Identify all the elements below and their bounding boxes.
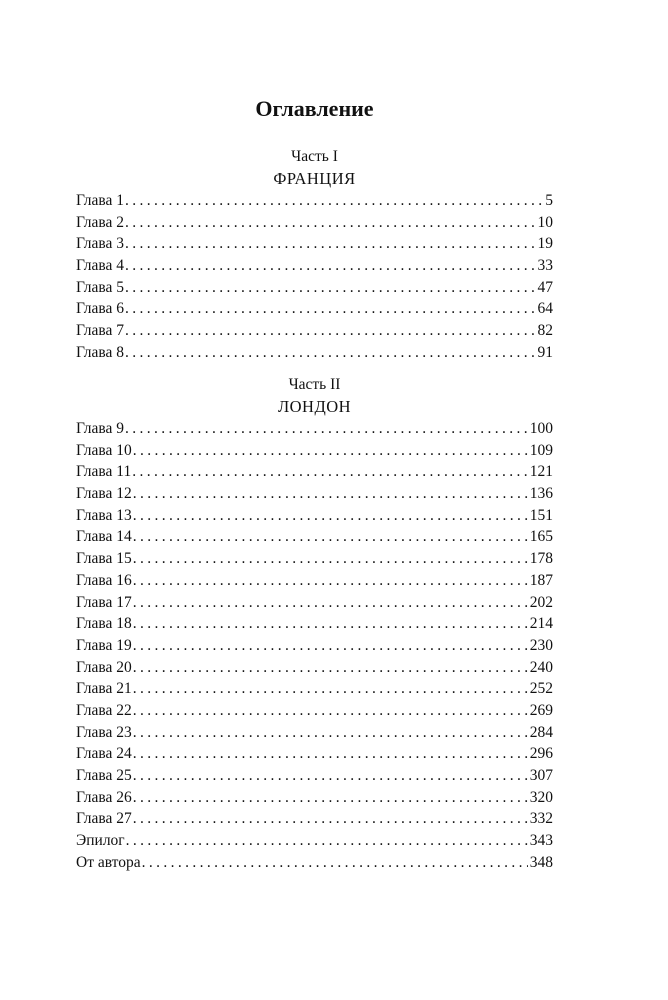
dot-leader	[125, 298, 535, 320]
toc-entry-label: Глава 12	[76, 485, 132, 503]
dot-leader	[125, 277, 535, 299]
toc-entry[interactable]	[76, 298, 553, 320]
toc-entry-label: Глава 13	[76, 506, 132, 524]
toc-entry[interactable]	[76, 613, 553, 635]
toc-entry-label: Глава 21	[76, 680, 132, 698]
toc-entry-label: Глава 26	[76, 788, 132, 806]
toc-entry-page-number: 348	[529, 853, 553, 871]
dot-leader	[132, 461, 528, 483]
toc-entry-label: Глава 23	[76, 723, 132, 741]
toc-entry-page-number: 252	[529, 680, 553, 698]
toc-entry[interactable]	[76, 526, 553, 548]
part-heading: Часть I	[291, 148, 338, 165]
toc-entry-label: Глава 24	[76, 745, 132, 763]
dot-leader	[126, 830, 528, 852]
dot-leader	[133, 570, 528, 592]
toc-entry-label: Глава 15	[76, 550, 132, 568]
toc-entry-label: Глава 3	[76, 235, 125, 253]
toc-entry-page-number: 100	[529, 420, 553, 437]
toc-entry[interactable]	[76, 570, 553, 592]
dot-leader	[133, 765, 528, 787]
dot-leader	[125, 212, 535, 234]
toc-entry[interactable]	[76, 592, 553, 614]
toc-entry[interactable]	[76, 418, 553, 440]
toc-entry-page-number: 178	[529, 550, 553, 568]
dot-leader	[133, 678, 528, 700]
toc-entry[interactable]	[76, 461, 553, 483]
toc-entry-page-number: 136	[529, 485, 553, 503]
toc-entry-page-number: 151	[529, 506, 553, 524]
dot-leader	[133, 505, 528, 527]
dot-leader	[125, 320, 535, 342]
dot-leader	[142, 852, 528, 874]
dot-leader	[125, 342, 535, 364]
dot-leader	[133, 526, 528, 548]
toc-entry-page-number: 320	[529, 788, 553, 806]
toc-entry-label: Глава 20	[76, 658, 132, 676]
toc-entry-page-number: 214	[529, 615, 553, 633]
toc-part-2	[76, 374, 553, 873]
toc-entry-label: Глава 18	[76, 615, 132, 633]
dot-leader	[133, 722, 528, 744]
toc-entry-page-number: 230	[529, 636, 553, 654]
toc-entry[interactable]	[76, 678, 553, 700]
toc-entry-label: Глава 10	[76, 441, 132, 459]
toc-entry-page-number: 240	[529, 658, 553, 676]
toc-entry[interactable]	[76, 277, 553, 299]
toc-entry[interactable]	[76, 440, 553, 462]
toc-entry-label: Глава 4	[76, 257, 125, 275]
toc-entry-label: Глава 6	[76, 300, 125, 318]
toc-entry-list	[76, 190, 553, 364]
toc-entry[interactable]	[76, 548, 553, 570]
toc-entry-page-number: 5	[545, 192, 553, 209]
toc-entry[interactable]	[76, 743, 553, 765]
toc-entry-label: Глава 1	[76, 192, 125, 209]
toc-entry-label: Эпилог	[76, 832, 125, 850]
toc-entry-page-number: 82	[537, 322, 553, 340]
dot-leader	[133, 440, 528, 462]
toc-entry[interactable]	[76, 830, 553, 852]
toc-entry-page-number: 187	[529, 571, 553, 589]
toc-entry-label: Глава 9	[76, 420, 125, 437]
toc-entry-label: Глава 22	[76, 701, 132, 719]
toc-entry-label: Глава 17	[76, 593, 132, 611]
toc-entry-page-number: 296	[529, 745, 553, 763]
toc-entry[interactable]	[76, 700, 553, 722]
toc-entry-page-number: 19	[537, 235, 553, 253]
dot-leader	[133, 613, 528, 635]
toc-entry[interactable]	[76, 483, 553, 505]
toc-entry-label: Глава 5	[76, 278, 125, 296]
toc-entry-page-number: 10	[537, 213, 553, 231]
dot-leader	[125, 418, 528, 440]
dot-leader	[133, 635, 528, 657]
toc-entry-page-number: 343	[529, 832, 553, 850]
toc-entry-label: От автора	[76, 853, 141, 871]
toc-entry-label: Глава 7	[76, 322, 125, 340]
toc-entry-page-number: 47	[537, 278, 553, 296]
toc-entry[interactable]	[76, 722, 553, 744]
dot-leader	[133, 743, 528, 765]
part-heading: Часть II	[288, 376, 341, 393]
dot-leader	[133, 483, 528, 505]
toc-entry-page-number: 307	[529, 767, 553, 784]
toc-entry[interactable]	[76, 212, 553, 234]
dot-leader	[133, 548, 528, 570]
dot-leader	[133, 657, 528, 679]
toc-entry-label: Глава 25	[76, 767, 132, 784]
toc-entry-page-number: 165	[529, 528, 553, 546]
toc-entry-label: Глава 11	[76, 463, 132, 481]
toc-entry-page-number: 121	[529, 463, 553, 481]
toc-entry[interactable]	[76, 657, 553, 679]
toc-entry-label: Глава 27	[76, 810, 132, 828]
dot-leader	[133, 592, 528, 614]
toc-entry-page-number: 284	[529, 723, 553, 741]
toc-entry[interactable]	[76, 233, 553, 255]
dot-leader	[133, 787, 528, 809]
toc-entry-page-number: 202	[529, 593, 553, 611]
toc-entry[interactable]	[76, 787, 553, 809]
toc-entry[interactable]	[76, 255, 553, 277]
toc-entry-page-number: 332	[529, 810, 553, 828]
part-name: ЛОНДОН	[277, 397, 352, 416]
toc-entry[interactable]	[76, 635, 553, 657]
dot-leader	[125, 190, 543, 212]
toc-entry[interactable]	[76, 505, 553, 527]
toc-entry[interactable]	[76, 190, 553, 212]
part-name: ФРАНЦИЯ	[273, 169, 356, 188]
toc-entry-label: Глава 2	[76, 213, 125, 231]
toc-entry[interactable]	[76, 765, 553, 787]
toc-entry-label: Глава 14	[76, 528, 132, 546]
toc-entry-page-number: 109	[529, 441, 553, 459]
toc-entry-list	[76, 418, 553, 873]
toc-entry[interactable]	[76, 342, 553, 364]
toc-part-1	[76, 146, 553, 364]
toc-entry-page-number: 33	[537, 257, 553, 275]
toc-entry-label: Глава 16	[76, 571, 132, 589]
dot-leader	[125, 233, 535, 255]
page-title: Оглавление	[255, 96, 374, 121]
toc-entry-page-number: 269	[529, 701, 553, 719]
toc-entry[interactable]	[76, 320, 553, 342]
toc-entry[interactable]	[76, 808, 553, 830]
dot-leader	[133, 808, 528, 830]
toc-entry-page-number: 64	[537, 300, 553, 318]
dot-leader	[125, 255, 535, 277]
toc-entry-label: Глава 19	[76, 636, 132, 654]
toc-entry-label: Глава 8	[76, 343, 125, 361]
toc-entry-page-number: 91	[537, 343, 553, 361]
toc-entry[interactable]	[76, 852, 553, 874]
dot-leader	[133, 700, 528, 722]
